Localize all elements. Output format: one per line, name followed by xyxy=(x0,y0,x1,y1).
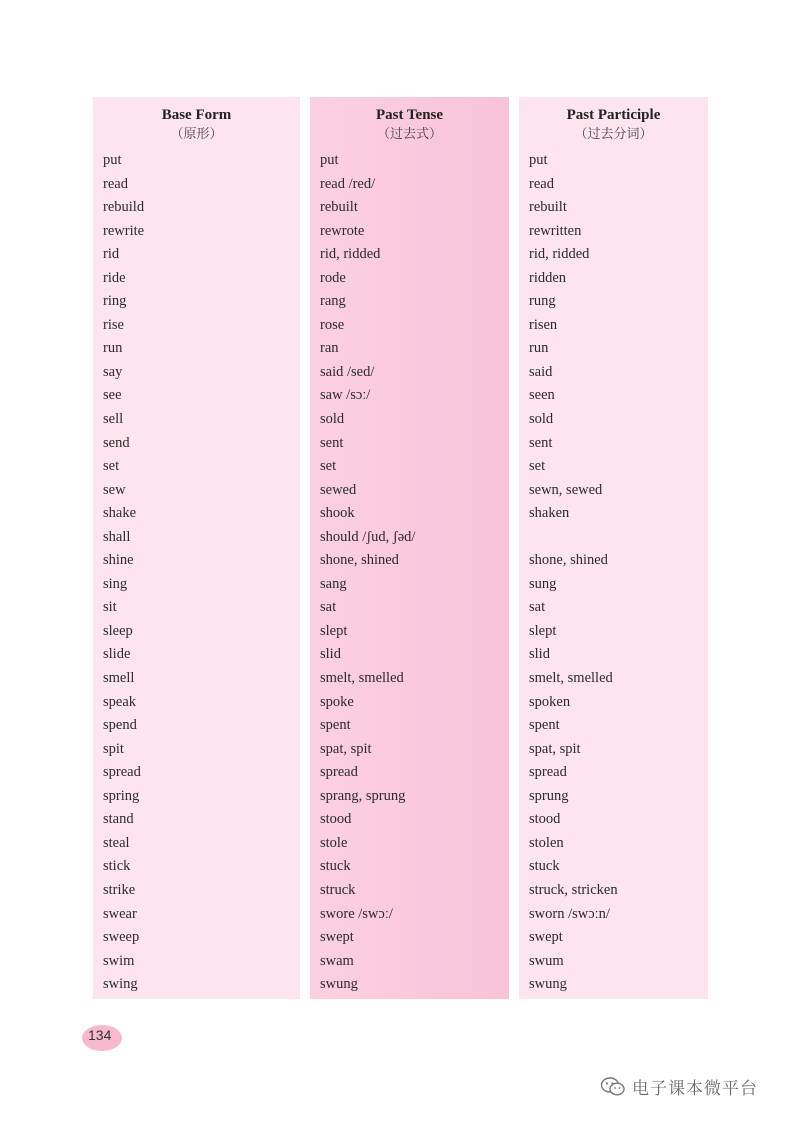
word-entry: put xyxy=(103,152,122,168)
column-past-participle xyxy=(519,97,708,999)
word-entry: stood xyxy=(529,811,561,828)
word-entry: stick xyxy=(103,858,131,875)
word-entry: saw /sɔː/ xyxy=(320,387,371,404)
word-entry: sent xyxy=(320,434,344,451)
word-entry: rebuild xyxy=(103,199,145,216)
word-entry: shaken xyxy=(529,505,570,522)
word-entry: shone, shined xyxy=(529,552,608,569)
word-entry: should /ʃud, ʃəd/ xyxy=(320,528,416,545)
word-entry: rebuilt xyxy=(320,199,358,216)
word-entry: sat xyxy=(320,599,337,616)
word-entry: said xyxy=(529,363,553,380)
word-entry: rewritten xyxy=(529,222,582,239)
word-entry: sewn, sewed xyxy=(529,481,603,498)
page-number: 134 xyxy=(88,1027,112,1043)
word-entry: steal xyxy=(103,834,130,851)
word-entry: stand xyxy=(103,811,134,828)
word-entry: stuck xyxy=(320,858,351,875)
word-entry: rung xyxy=(529,293,556,310)
column-header xyxy=(519,105,708,145)
word-entry: rewrite xyxy=(103,222,145,239)
word-entry: spread xyxy=(320,764,358,781)
word-entry: rewrote xyxy=(320,222,365,239)
word-entry: seen xyxy=(529,387,555,404)
word-entry: swing xyxy=(103,976,138,993)
word-entry: sell xyxy=(103,411,124,428)
word-entry: stood xyxy=(320,811,352,828)
word-entry: ridden xyxy=(529,269,567,286)
column-base-form xyxy=(93,97,300,999)
column-title: Base Form xyxy=(161,107,232,123)
word-entry: speak xyxy=(103,693,137,710)
word-entry: spoke xyxy=(320,693,354,710)
word-entry: sleep xyxy=(103,622,133,639)
word-entry: ring xyxy=(103,293,127,310)
word-entry: sing xyxy=(103,575,128,592)
word-entry: sweep xyxy=(103,929,140,946)
column-subtitle: （过去分词） xyxy=(574,127,653,142)
word-entry: set xyxy=(529,458,546,475)
word-entry: smelt, smelled xyxy=(320,670,404,687)
word-entry: sprang, sprung xyxy=(320,787,406,804)
word-entry: spoken xyxy=(529,693,571,710)
word-entry: smell xyxy=(103,670,135,687)
word-entry: see xyxy=(103,387,122,404)
word-entry: read xyxy=(529,175,554,192)
word-entry: sang xyxy=(320,575,347,592)
column-header xyxy=(93,105,300,145)
word-entry: slept xyxy=(320,622,348,639)
word-entry: shall xyxy=(103,528,131,545)
word-entry: sewed xyxy=(320,481,357,498)
word-entry: run xyxy=(103,340,123,357)
word-entry: rode xyxy=(320,269,346,286)
word-entry: struck, stricken xyxy=(529,881,618,898)
word-entry: sprung xyxy=(529,787,569,804)
column-header xyxy=(310,105,509,145)
word-entry: sworn /swɔːn/ xyxy=(529,905,610,922)
word-entry: sent xyxy=(529,434,553,451)
word-entry: spent xyxy=(529,717,560,734)
word-entry: put xyxy=(529,152,548,168)
word-entry: set xyxy=(103,458,120,475)
word-entry: swim xyxy=(103,952,135,969)
word-entry: rang xyxy=(320,293,346,310)
word-entry: sat xyxy=(529,599,546,616)
word-entry: stolen xyxy=(529,834,564,851)
word-entry: run xyxy=(529,340,549,357)
word-entry: sold xyxy=(529,411,554,428)
word-entry: said /sed/ xyxy=(320,363,375,380)
word-entry: send xyxy=(103,434,130,451)
word-entry: sold xyxy=(320,411,345,428)
word-entry: rid, ridded xyxy=(320,246,381,263)
word-entry: spring xyxy=(103,787,140,804)
word-entry: struck xyxy=(320,881,356,898)
word-entry: spent xyxy=(320,717,351,734)
word-entry: shone, shined xyxy=(320,552,399,569)
word-entry: swept xyxy=(320,929,354,946)
word-entry: sung xyxy=(529,575,557,592)
word-entry: spread xyxy=(103,764,141,781)
watermark xyxy=(600,1074,758,1099)
column-title: Past Tense xyxy=(375,107,444,123)
word-entry: slid xyxy=(529,646,550,663)
word-entry: stole xyxy=(320,834,348,851)
word-entry: smelt, smelled xyxy=(529,670,613,687)
word-entry: stuck xyxy=(529,858,560,875)
word-entry: say xyxy=(103,363,123,380)
word-entry: rose xyxy=(320,316,345,333)
word-entry: slide xyxy=(103,646,131,663)
word-entry: spat, spit xyxy=(320,740,372,757)
word-list xyxy=(320,149,505,997)
word-entry: put xyxy=(320,152,339,168)
column-subtitle: （过去式） xyxy=(376,127,442,142)
watermark-text: 电子课本微平台 xyxy=(632,1079,758,1099)
word-entry: swung xyxy=(529,976,567,993)
word-entry: slept xyxy=(529,622,557,639)
word-entry: shook xyxy=(320,505,355,522)
column-title: Past Participle xyxy=(566,107,661,123)
word-entry: spit xyxy=(103,740,124,757)
column-past-tense xyxy=(310,97,509,999)
word-entry: spend xyxy=(103,717,137,734)
word-entry: rid, ridded xyxy=(529,246,590,263)
word-entry: rebuilt xyxy=(529,199,567,216)
word-entry: shine xyxy=(103,552,134,569)
word-entry: swore /swɔː/ xyxy=(320,905,393,922)
word-entry: rise xyxy=(103,316,124,333)
word-entry: swum xyxy=(529,952,564,969)
word-list xyxy=(529,149,704,997)
word-entry xyxy=(529,526,704,550)
word-entry: sew xyxy=(103,481,126,498)
word-entry: ride xyxy=(103,269,126,286)
word-entry: swept xyxy=(529,929,563,946)
word-entry: swam xyxy=(320,952,354,969)
word-entry: strike xyxy=(103,881,136,898)
word-entry: read /red/ xyxy=(320,175,376,192)
word-entry: set xyxy=(320,458,337,475)
word-entry: ran xyxy=(320,340,339,357)
word-entry: sit xyxy=(103,599,117,616)
word-entry: spat, spit xyxy=(529,740,581,757)
word-entry: read xyxy=(103,175,128,192)
word-entry: spread xyxy=(529,764,567,781)
word-entry: shake xyxy=(103,505,137,522)
word-entry: risen xyxy=(529,316,558,333)
column-subtitle: （原形） xyxy=(170,127,223,142)
word-list xyxy=(103,149,296,997)
word-entry: swear xyxy=(103,905,137,922)
word-entry: slid xyxy=(320,646,341,663)
word-entry: swung xyxy=(320,976,358,993)
wechat-icon xyxy=(600,1076,626,1098)
word-entry: rid xyxy=(103,246,120,263)
